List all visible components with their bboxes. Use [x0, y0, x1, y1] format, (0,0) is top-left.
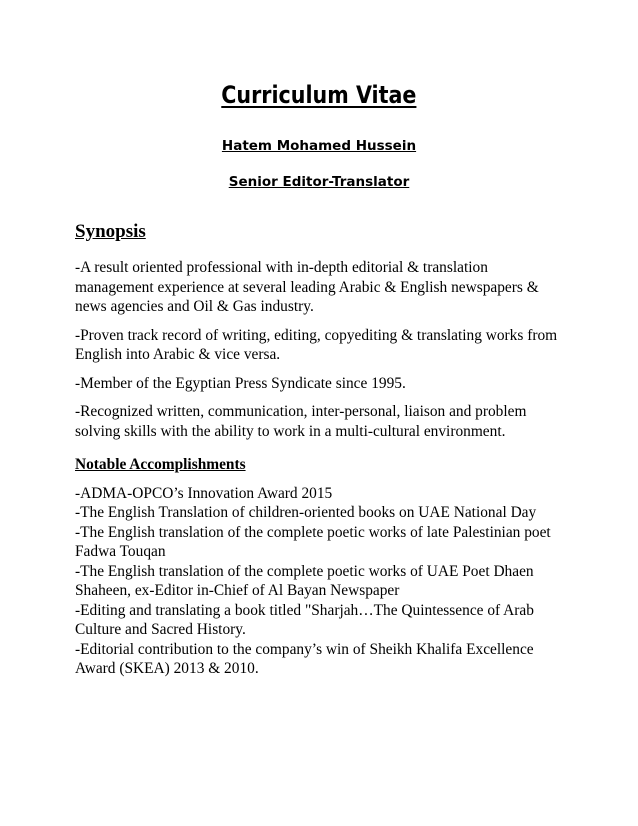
- accomplishment-item: -Editing and translating a book titled "Sharjah…The Quintessence of Arab Culture and Sacred History.: [75, 601, 534, 638]
- accomplishment-item: -The English translation of the complete poetic works of UAE Poet Dhaen Shaheen, ex-Editor in-Chief of Al Bayan Newspaper: [75, 562, 534, 599]
- candidate-role: Senior Editor-Translator: [228, 174, 410, 190]
- accomplishments-heading: Notable Accomplishments: [75, 456, 246, 473]
- synopsis-paragraph: -Member of the Egyptian Press Syndicate since 1995.: [75, 374, 406, 392]
- accomplishment-item: -The English translation of the complete poetic works of late Palestinian poet Fadwa Touqan: [75, 523, 551, 560]
- accomplishment-item: -The English Translation of children-oriented books on UAE National Day: [75, 504, 537, 521]
- accomplishment-item: -ADMA-OPCO’s Innovation Award 2015: [75, 484, 333, 502]
- candidate-name: Hatem Mohamed Hussein: [221, 138, 417, 154]
- accomplishment-item: -Editorial contribution to the company’s win of Sheikh Khalifa Excellence Award (SKEA) 2013 & 2010.: [75, 640, 534, 677]
- accomplishments-list: [75, 484, 570, 679]
- synopsis-paragraph: -A result oriented professional with in-depth editorial & translation management experience at several leading Arabic & English newspapers & news agencies and Oil & Gas industry.: [75, 259, 539, 315]
- synopsis-heading: Synopsis: [75, 221, 146, 242]
- document-title: Curriculum Vitae: [221, 81, 417, 109]
- cv-content: [75, 220, 570, 679]
- synopsis-paragraph: -Proven track record of writing, editing, copyediting & translating works from English into Arabic & vice versa.: [75, 326, 558, 363]
- synopsis-paragraph: -Recognized written, communication, inter-personal, liaison and problem solving skills with the ability to work in a multi-cultural environment.: [75, 403, 527, 440]
